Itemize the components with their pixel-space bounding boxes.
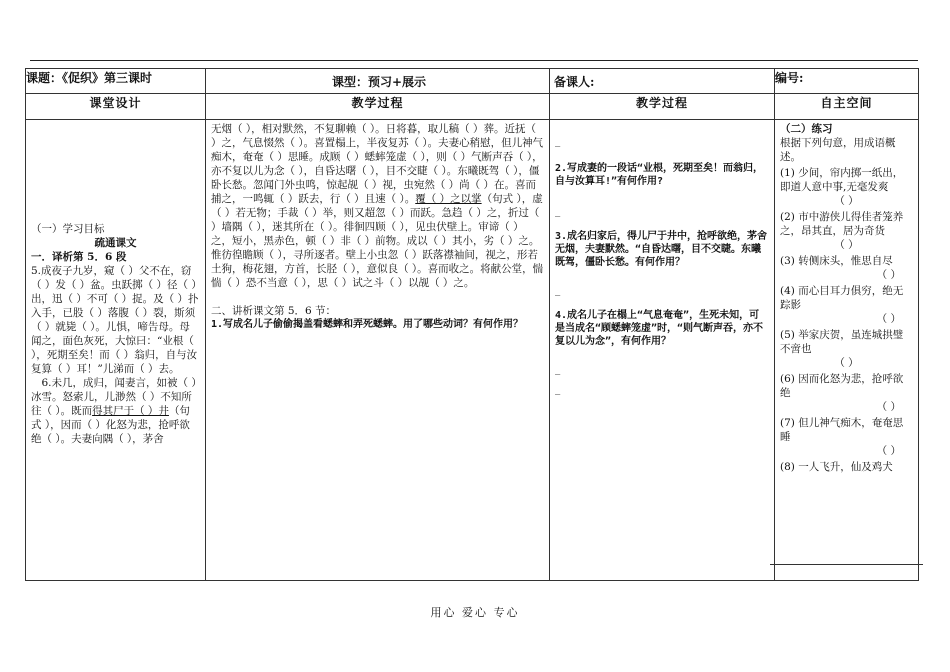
question-2: 2.写成妻的一段话“业根，死期至矣！而翁归，自与汝算耳!”有何作用? [555,163,764,187]
preparer-label: 备课人: [554,74,595,89]
self-space-cell [775,120,918,564]
process-cell-2 [550,120,774,580]
paragraph-6: 6.未几，成归，闻妻言，如被（ ）冰雪。怒索儿，儿渺然（ ）不知所往（ ）。既而得其尸于（ ）井（句式 ），因而（ ）化怒为悲，抢呼欲绝（ ）。夫妻向隅（ ），茅舍 [31,377,197,445]
page-footer: 用心 爱心 专心 [430,606,520,619]
answer-line: _ [555,205,561,217]
practice-item-5: (5) 举家庆贺，虽连城拱璧不啻也 [780,329,904,355]
passage-text: 无烟（ ），相对默然，不复聊赖（ ）。日将暮，取儿稿（ ）葬。近抚（ ）之，气息惙然（ ）。喜置榻上，半夜复苏（ ）。夫妻心稍慰，但儿神气痴木，奄奄（ ）思睡。成顾（ ）蟋蟀笼虚（ ），则（ ）气断声吞（ ），亦不复以儿为念（ ），自昏达曙（ ），目不交睫（ ）。东曦既驾（ ），僵卧长愁。忽闻门外虫鸣，惊起觇（ ）视，虫宛然（ ）尚（ ）在。喜而捕之，一鸣辄（ ）跃去，行（ ）且速（ ）。覆（ ）之以掌（句式 ），虚（ ）若无物；手裁（ ）举，则又超忽（ ）而跃。急趋（ ）之，折过（ ）墙隅（ ），迷其所在（ ）。徘徊四顾（ ），见虫伏壁上。审谛（ ）之，短小，黑赤色，顿（ ）非（ ）前物。成以（ ）其小，劣（ ）之。惟彷徨瞻顾（ ），寻所逐者。壁上小虫忽（ ）跃落襟袖间，视之，形若土狗，梅花翅，方首，长胫（ ），意似良（ ）。喜而收之。将献公堂，惴惴（ ）恐不当意（ ），思（ ）试之斗（ ）以觇（ ）之。 [211,123,544,289]
question-1: 1.写成名儿子偷偷揭盖看蟋蟀和弄死蟋蟀。用了哪些动词？有何作用？ [211,319,524,330]
practice-item-6: (6) 因而化怒为悲，抢呼欲绝 [780,373,904,399]
answer-blank: （ ） [834,239,859,251]
practice-heading: （二）练习 [780,123,833,135]
answer-line: _ [555,284,561,296]
lesson-plan-table [25,68,919,581]
column-header-row [26,94,919,120]
lesson-type: 课型：预习+展示 [332,74,427,89]
practice-item-7: (7) 但儿神气痴木，奄奄思睡 [780,417,904,443]
col-header-process-2: 教学过程 [550,94,775,120]
col-header-self-space: 自主空间 [775,94,919,120]
reading-heading: 疏通课文 [94,237,137,249]
answer-blank: （ ） [876,313,901,325]
section-2-heading: 二、讲析课文第 5．6 节： [211,305,337,317]
analyze-heading: 一．译析第 5．6 段 [31,251,127,263]
paragraph-5: 5.成夜子九岁，窥（ ）父不在，窃（ ）发（ ）盆。虫跃掷（ ）径（ ）出，迅（ ）不可（ ）捉。及（ ）扑入手，已股（ ）落腹（ ）裂，斯须（ ）就毙（ ）。儿惧，啼告母。母闻之，面色灰死，大惊曰：“业根（ ），死期至矣！而（ ）翁归，自与汝复算（ ）耳！”儿涕而（ ）去。 [31,265,199,375]
header-right [332,69,775,94]
self-space-divider [770,564,923,579]
question-3: 3.成名归家后，得儿尸于井中，抢呼欲绝，茅舍无烟，夫妻默然。“自昏达曙，目不交睫。东曦既驾，僵卧长愁。有何作用？ [555,231,768,268]
content-row [26,120,919,581]
col-header-design: 课堂设计 [26,94,206,120]
lesson-title: 课题：《促织》第三课时 [26,69,206,94]
practice-item-4: (4) 而心目耳力俱穷，绝无踪影 [780,285,904,311]
practice-item-8: (8) 一人飞升，仙及鸡犬 [780,461,893,473]
answer-blank: （ ） [834,357,859,369]
answer-blank: （ ） [876,269,901,281]
answer-blank: （ ） [876,401,901,413]
practice-intro: 根据下列句意，用成语概述。 [780,137,896,163]
answer-line: _ [555,135,561,147]
practice-item-2: (2) 市中游侠儿得佳者笼养之，昂其直，居为奇货 [780,211,904,237]
practice-item-3: (3) 转侧床头，惟思自尽 [780,255,893,267]
col-header-process-1: 教学过程 [206,94,550,120]
practice-item-1: (1) 少间，帘内掷一纸出，即道人意中事,无毫发爽 [780,167,904,193]
objectives-heading: （一）学习目标 [31,223,105,235]
top-rule [30,60,918,61]
answer-blank: （ ） [834,195,859,207]
answer-blank: （ ） [876,445,901,457]
question-4: 4.成名儿子在榻上“气息奄奄”，生死未知，可是当成名“顾蟋蟀笼虚”时，“则气断声吞，亦不复以儿为念”，有何作用？ [555,310,764,347]
number-label: 编号: [775,69,919,94]
answer-line: _ [555,383,561,395]
header-row [26,69,919,94]
design-cell [26,120,205,580]
process-cell-1 [206,120,549,580]
answer-line: _ [555,363,561,375]
